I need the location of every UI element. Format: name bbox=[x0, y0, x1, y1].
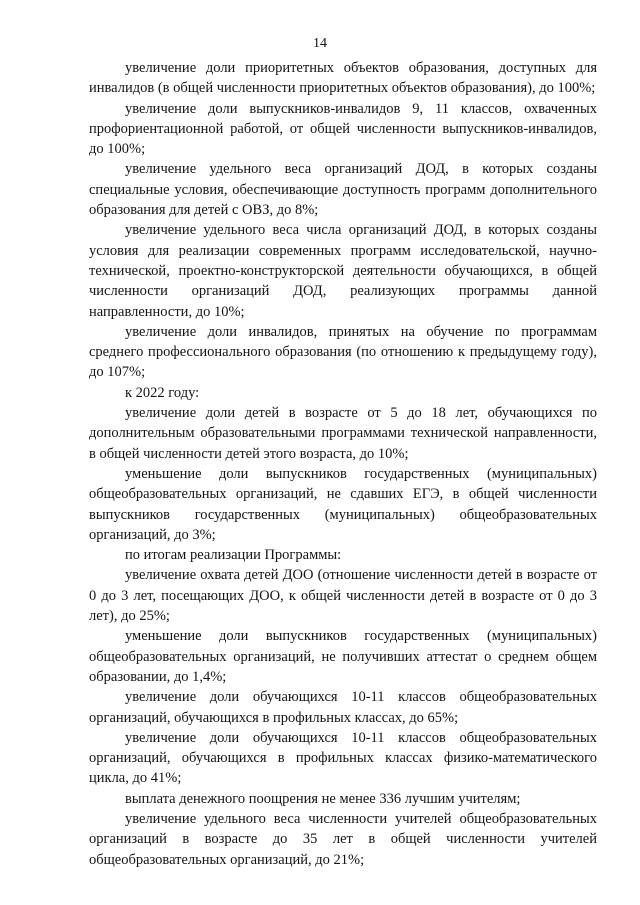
section-heading-program-results: по итогам реализации Программы: bbox=[125, 547, 342, 564]
paragraph: увеличение доли выпускников-инвалидов 9, 11 классов, охваченных профориентационной работой, от общей численности выпускников-инвалидов, до 100%; bbox=[89, 100, 597, 158]
paragraph: увеличение доли обучающихся 10-11 классов общеобразовательных организаций, обучающихся в профильных классах физико-математического цикла, до 41%; bbox=[89, 729, 597, 787]
page-number: 14 bbox=[313, 36, 327, 51]
paragraph: увеличение удельного веса численности учителей общеобразовательных организаций в возрасте до 35 лет в общей численности учителей общеобразовательных организаций, до 21%; bbox=[89, 810, 597, 868]
paragraph: увеличение удельного веса числа организаций ДОД, в которых созданы условия для реализации современных программ исследовательской, научно-технической, проектно-конструкторской деятельности обучающихся, в общей численности организаций ДОД, реализующих программы данной направленности, до 10%; bbox=[89, 222, 597, 320]
paragraph: уменьшение доли выпускников государственных (муниципальных) общеобразовательных организаций, не получивших аттестат о среднем общем образовании, до 1,4%; bbox=[89, 628, 597, 685]
paragraph: увеличение доли приоритетных объектов образования, доступных для инвалидов (в общей численности приоритетных объектов образования), до 100%; bbox=[89, 60, 597, 97]
paragraph: увеличение доли обучающихся 10-11 классов общеобразовательных организаций, обучающихся в профильных классах, до 65%; bbox=[89, 689, 597, 726]
paragraph: уменьшение доли выпускников государственных (муниципальных) общеобразовательных организаций, не сдавших ЕГЭ, в общей численности выпускников государственных (муниципальных) общеобразовательных организаций, до 3%; bbox=[89, 465, 597, 543]
section-heading-2022: к 2022 году: bbox=[125, 384, 200, 401]
paragraph: выплата денежного поощрения не менее 336 лучшим учителям; bbox=[125, 790, 521, 807]
paragraph: увеличение охвата детей ДОО (отношение численности детей в возрасте от 0 до 3 лет, посещающих ДОО, к общей численности детей в возрасте от 0 до 3 лет), до 25%; bbox=[89, 567, 597, 625]
paragraph: увеличение доли детей в возрасте от 5 до 18 лет, обучающихся по дополнительным образовательными программами технической направленности, в общей численности детей этого возраста, до 10%; bbox=[89, 405, 597, 462]
paragraph: увеличение удельного веса организаций ДОД, в которых созданы специальные условия, обеспечивающие доступность программ дополнительного образования для детей с ОВЗ, до 8%; bbox=[89, 161, 597, 219]
document-body bbox=[89, 58, 597, 870]
paragraph: увеличение доли инвалидов, принятых на обучение по программам среднего профессионального образования (по отношению к предыдущему году), до 107%; bbox=[89, 323, 597, 381]
